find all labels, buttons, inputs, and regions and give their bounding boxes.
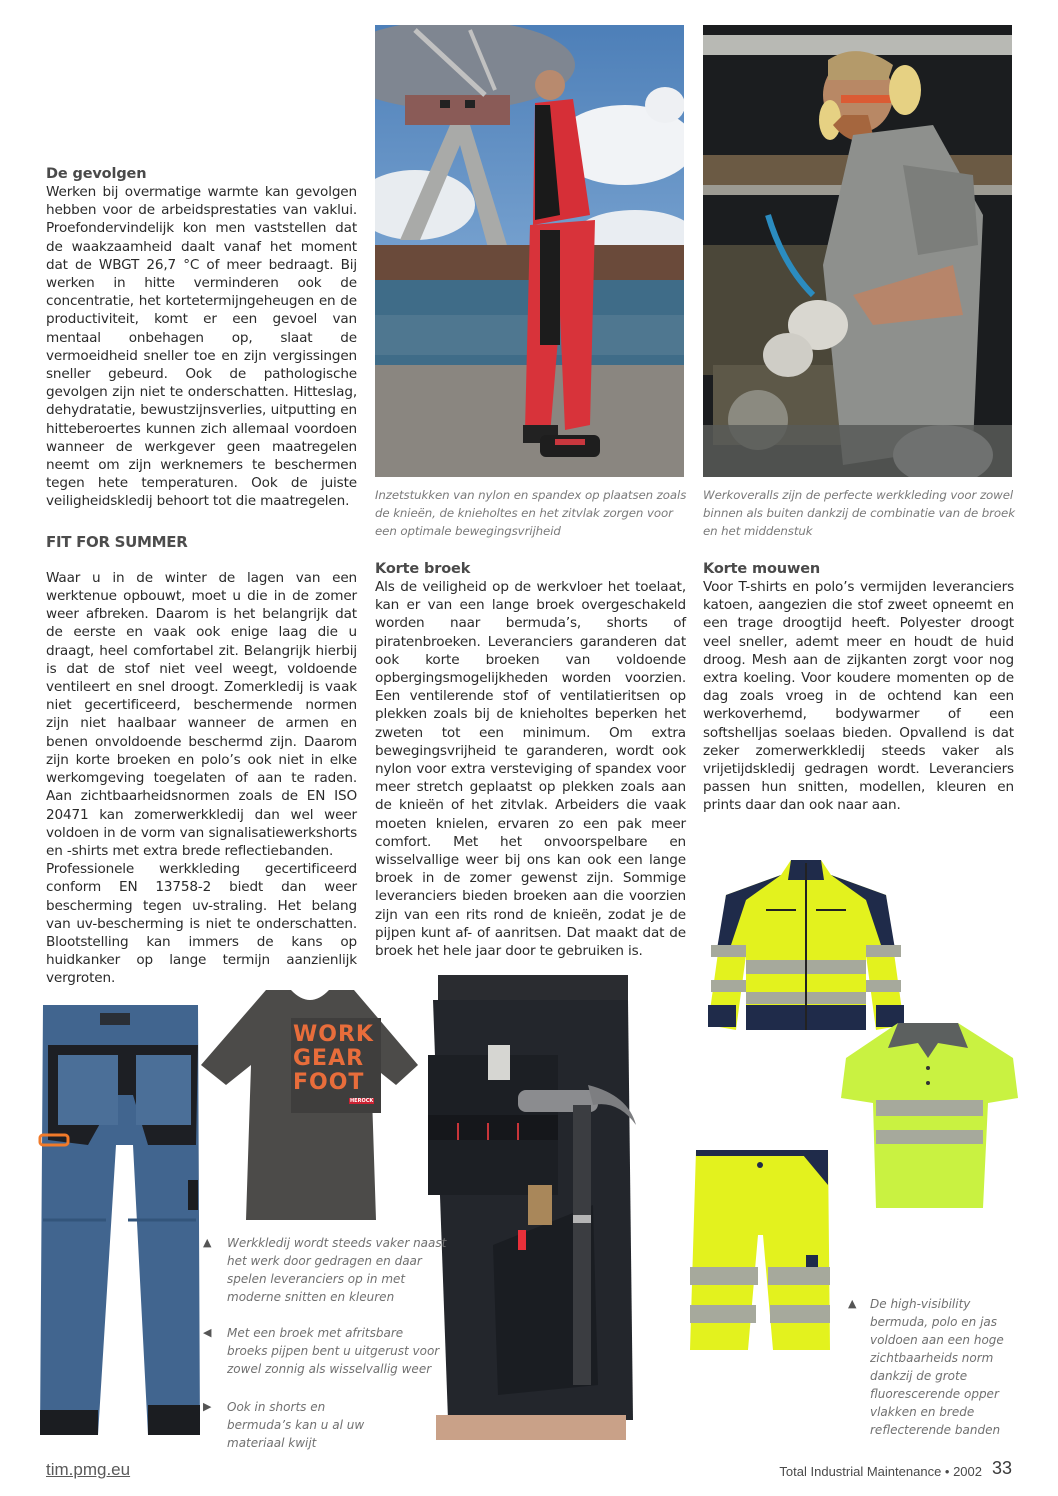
paragraph-korte-broek: Als de veiligheid op de werkvloer het toelaat, kan er van een lange broek overgeschakeld worden naar bermuda’s, shorts of piratenbroeken. Leveranciers garanderen dat ook korte broeken van voldoende opbergingsmogelijkheden worden voorzien. Een ventilerende stof of ventilatieritsen op plekken zoals bij de knieholtes beperken het zweten tot een minimum. Om extra bewegingsvrijheid te garanderen, wordt ook nylon voor extra versteviging of spandex voor meer stretch geplaatst op plekken zoals aan de knieën of het zitvlak. Arbeiders die vaak moeten knielen, ervaren zo een pak meer comfort. Met het onvoorspelbare en wisselvallige weer bij ons kan ook een lange broek in de zomer gewenst zijn. Sommige leveranciers bieden broeken aan die voorzien zijn van een rits rond de knieën, zodat je de pijpen kunt af- of aanritsen. Dat maakt dat de broek het hele jaar door te gebruiken is. <box>375 579 686 960</box>
paragraph-korte-mouwen: Voor T-shirts en polo’s vermijden leveranciers katoen, aangezien die stof zweet opneemt en een trage droogtijd heeft. Polyester droogt veel sneller, ademt meer en houdt de huid droog. Mesh aan de zijkanten zorgt voor nog extra koeling. Voor koudere momenten op de dag zoals vroeg in de ochtend kan een werkoverhemd, bodywarmer of een softshelljas soelaas bieden. Opvallend is dat zeker zomerwerkkledij steeds vaker als vrijetijdskledij gedragen wordt. Leveranciers passen hun snitten, modellen, kleuren en prints daar dan ook naar aan. <box>703 579 1014 814</box>
column-middle <box>375 560 686 960</box>
caption-red-workwear: Inzetstukken van nylon en spandex op plaatsen zoals de knieën, de knieholtes en het zitvlak zorgen voor een optimale bewegingsvrijheid <box>375 488 687 538</box>
photo-worker-overall-lathe <box>703 25 1012 477</box>
arrow-left-icon: ◀ <box>203 1326 212 1339</box>
column-right <box>703 560 1014 815</box>
arrow-right-icon: ▶ <box>203 1400 212 1413</box>
product-hivis-jacket <box>706 855 906 1040</box>
column-left <box>46 165 357 988</box>
heading-korte-broek: Korte broek <box>375 561 471 577</box>
workshop-scene-illustration <box>703 25 1012 477</box>
tshirt-print-line: WORK <box>293 1022 374 1047</box>
caption-lifestyle-workwear <box>203 1234 448 1309</box>
caption-hivis-set <box>848 1295 1028 1437</box>
caption-text: Werkkledij wordt steeds vaker naast het werk door gedragen en daar spelen leveranciers op in met moderne snitten en kleuren <box>227 1236 447 1304</box>
section-heading-fit-for-summer: FIT FOR SUMMER <box>46 532 188 551</box>
arrow-up-icon: ▲ <box>203 1236 212 1249</box>
blue-pants-illustration <box>28 995 203 1440</box>
caption-text: Ook in shorts en bermuda’s kan u al uw materiaal kwijt <box>227 1400 365 1450</box>
caption-text: De high-visibility bermuda, polo en jas voldoen aan een hoge zichtbaarheids norm dankzij de grote fluorescerende opper vlakken en brede reflecterende banden <box>870 1297 1004 1437</box>
page-number: 33 <box>992 1458 1013 1478</box>
product-hivis-polo <box>838 1018 1020 1208</box>
hivis-polo-illustration <box>838 1018 1020 1208</box>
product-hivis-bermuda <box>688 1145 833 1355</box>
arrow-up-icon: ▲ <box>848 1297 857 1310</box>
heading-korte-mouwen: Korte mouwen <box>703 561 821 577</box>
paragraph-uv-bescherming: Professionele werkkleding gecertificeerd conform EN 13758-2 biedt dan weer bescherming tegen uv-straling. Het belang van uv-bescherming is niet te onderschatten. Blootstelling kan immers de kans op huidkanker op lange termijn aanzienlijk vergroten. <box>46 861 357 987</box>
heading-de-gevolgen: De gevolgen <box>46 166 147 182</box>
tshirt-brand-label: HEROCK <box>350 1098 374 1104</box>
footer-website-link[interactable]: tim.pmg.eu <box>46 1460 131 1479</box>
crane-scene-illustration <box>375 25 684 477</box>
paragraph-gevolgen: Werken bij overmatige warmte kan gevolgen hebben voor de arbeidsprestaties van vaklui. Proefondervindelijk kon men vaststellen dat de waakzaamheid daalt vanaf het moment dat de WBGT 26,7 °C of meer bedraagt. Bij werken in hitte verminderen ook de concentratie, het kortetermijngeheugen en de productiviteit, komt er een gevoel van mentaal onbehagen op, slaat de vermoeidheid sneller toe en zijn vergissingen sneller gebeurd. Ook de pathologische gevolgen zijn niet te onderschatten. Hitteslag, dehydratatie, bewustzijnsverlies, uitputting en hitteberoertes kunnen zich allemaal voordoen wanneer de werkgever geen maatregelen neemt om zijn werknemers te beschermen tegen hete temperaturen. Ook de juiste veiligheidskledij behoort tot die maatregelen. <box>46 184 357 510</box>
caption-werkoveralls: Werkoveralls zijn de perfecte werkkleding voor zowel binnen als buiten dankzij de combinatie van de broek en het middenstuk <box>703 488 1015 538</box>
tshirt-print-line: FOOT <box>293 1070 365 1095</box>
product-tshirt <box>196 985 424 1225</box>
grey-tshirt-illustration <box>196 985 424 1225</box>
product-zip-off-pants <box>28 995 203 1440</box>
footer-magazine-title: Total Industrial Maintenance • 2002 <box>779 1464 982 1479</box>
caption-text: Met een broek met afritsbare broeks pijpen bent u uitgerust voor zowel zonnig als wisselvallig weer <box>227 1326 440 1376</box>
tshirt-print <box>293 1023 381 1095</box>
hivis-bermuda-illustration <box>688 1145 833 1355</box>
hivis-jacket-illustration <box>706 855 906 1040</box>
caption-shorts-tools <box>203 1398 448 1450</box>
photo-red-workwear-crane <box>375 25 684 477</box>
caption-zip-off-pants <box>203 1324 448 1380</box>
product-work-shorts-hammer <box>418 975 640 1440</box>
tshirt-print-line: GEAR <box>293 1046 365 1071</box>
paragraph-fit-for-summer: Waar u in de winter de lagen van een werktenue opbouwt, moet u die in de zomer weer afbreken. Daarom is het belangrijk dat de eerste en vaak ook enige laag die u draagt, heel comfortabel zit. Belangrijk hierbij is dat de stof niet veel weegt, voldoende ventileert en snel droogt. Zomerkledij is vaak niet gecertificeerd, beschermende normen zijn niet haalbaar wanneer de armen en benen onvoldoende beschermd zijn. Daarom zijn korte broeken en polo’s ook niet in elke werkomgeving toegelaten of aan te raden. Aan zichtbaarheidsnormen zoals de EN ISO 20471 kan zomerwerkkledij dan wel weer voldoen in de vorm van signalisatiewerkshorts en -shirts met extra brede reflectiebanden. <box>46 569 357 859</box>
black-shorts-illustration <box>418 975 640 1440</box>
